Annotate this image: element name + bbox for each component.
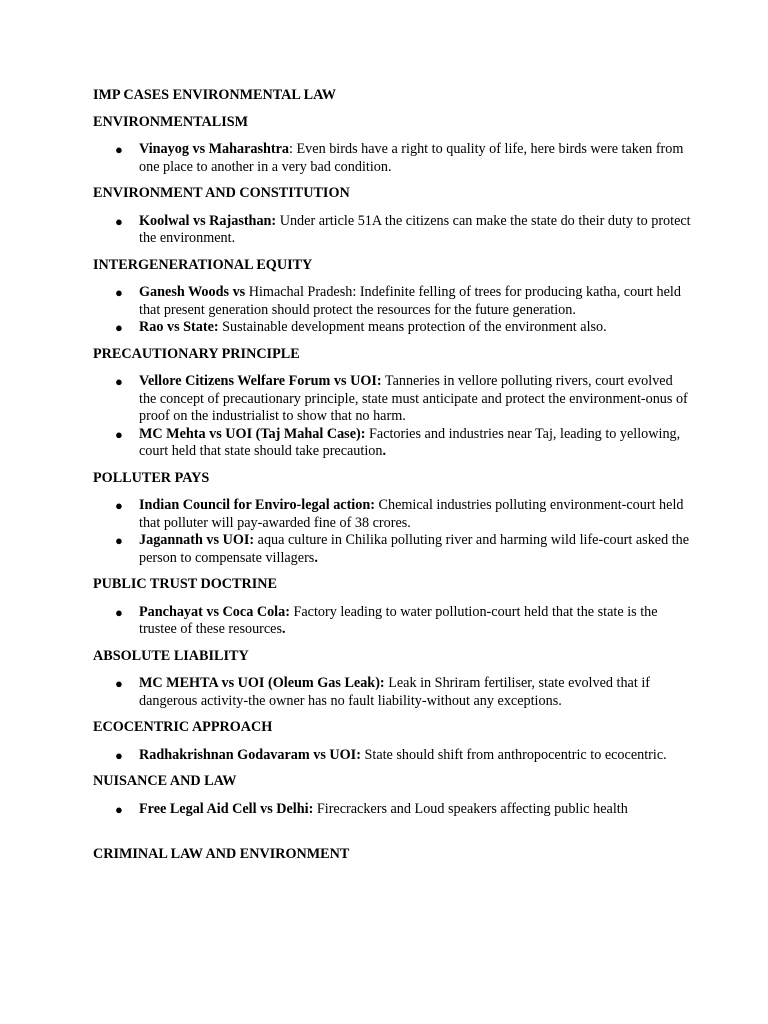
case-description: Chemical industries polluting environment-court held that polluter will pay-awarded fine of 38 crores. xyxy=(139,497,684,531)
section-heading: PUBLIC TRUST DOCTRINE xyxy=(93,576,277,592)
case-name: Koolwal vs Rajasthan: xyxy=(139,212,277,229)
section-heading: ENVIRONMENTALISM xyxy=(93,113,249,130)
bullet-icon: ● xyxy=(115,142,123,157)
section-environment-and-constitution xyxy=(93,185,693,248)
case-list xyxy=(93,801,693,819)
document-page xyxy=(93,87,693,864)
bullet-icon: ● xyxy=(115,426,123,442)
list-item xyxy=(93,213,693,248)
case-name: Radhakrishnan Godavaram vs UOI: xyxy=(139,746,361,763)
list-item xyxy=(93,426,693,461)
case-description: Firecrackers and Loud speakers affecting public health xyxy=(313,800,628,817)
case-list xyxy=(93,141,693,176)
section-heading: ABSOLUTE LIABILITY xyxy=(93,647,249,664)
case-description: Leak in Shriram fertiliser, state evolved that if dangerous activity-the owner has no fault liability-without any exceptions. xyxy=(139,675,651,709)
section-environmentalism xyxy=(93,114,693,177)
case-description: : Even birds have a right to quality of life, here birds were taken from one place to another in a very bad condition. xyxy=(139,141,684,175)
end-punctuation: . xyxy=(282,621,286,637)
case-description: Factories and industries near Taj, leading to yellowing, court held that state should take precaution xyxy=(139,425,681,459)
case-list xyxy=(93,284,693,337)
case-name: Ganesh Woods vs xyxy=(139,284,246,300)
list-item xyxy=(93,497,693,532)
bullet-icon: ● xyxy=(115,533,123,548)
bullet-icon: ● xyxy=(115,213,123,229)
bullet-icon: ● xyxy=(115,285,123,300)
list-item xyxy=(93,675,693,710)
case-list xyxy=(93,373,693,461)
list-item xyxy=(93,801,693,819)
case-description: Factory leading to water pollution-court held that the state is the trustee of these resources xyxy=(139,603,658,637)
section-heading: ENVIRONMENT AND CONSTITUTION xyxy=(93,185,350,201)
section-nuisance-and-law xyxy=(93,773,693,818)
end-punctuation: . xyxy=(382,443,387,459)
bullet-icon: ● xyxy=(115,801,123,817)
case-name: Vinayog vs Maharashtra xyxy=(139,141,290,157)
case-name: Indian Council for Enviro-legal action: xyxy=(139,497,375,513)
section-criminal-law-and-environment xyxy=(93,846,693,864)
list-item xyxy=(93,141,693,176)
section-heading: PRECAUTIONARY PRINCIPLE xyxy=(93,345,300,362)
case-list xyxy=(93,747,693,765)
case-name: Vellore Citizens Welfare Forum vs UOI: xyxy=(139,373,382,389)
list-item xyxy=(93,604,693,639)
case-list xyxy=(93,675,693,710)
section-heading: CRIMINAL LAW AND ENVIRONMENT xyxy=(93,846,350,862)
case-description: Under article 51A the citizens can make the state do their duty to protect the environment. xyxy=(139,212,691,246)
section-precautionary-principle xyxy=(93,346,693,461)
case-list xyxy=(93,604,693,639)
bullet-icon: ● xyxy=(115,747,123,763)
bullet-icon: ● xyxy=(115,320,123,335)
section-heading: ECOCENTRIC APPROACH xyxy=(93,719,273,735)
section-polluter-pays xyxy=(93,470,693,568)
list-item xyxy=(93,373,693,426)
section-intergenerational-equity xyxy=(93,257,693,337)
end-punctuation: . xyxy=(314,549,318,566)
document-title: IMP CASES ENVIRONMENTAL LAW xyxy=(93,87,336,103)
section-heading: POLLUTER PAYS xyxy=(93,469,210,486)
case-name: MC MEHTA vs UOI (Oleum Gas Leak): xyxy=(139,675,385,691)
case-name: Rao vs State: xyxy=(139,319,219,335)
section-ecocentric-approach xyxy=(93,719,693,764)
bullet-icon: ● xyxy=(115,676,123,691)
bullet-icon: ● xyxy=(115,374,123,389)
bullet-icon: ● xyxy=(115,498,123,513)
case-list xyxy=(93,497,693,567)
list-item xyxy=(93,284,693,319)
list-item xyxy=(93,319,693,337)
case-name: Free Legal Aid Cell vs Delhi: xyxy=(139,800,314,817)
case-name: MC Mehta vs UOI (Taj Mahal Case): xyxy=(139,425,366,442)
bullet-icon: ● xyxy=(115,604,123,620)
case-description: Tanneries in vellore polluting rivers, court evolved the concept of precautionary principle, state must anticipate and protect the environment-onus of proof on the industrialist to show that no harm. xyxy=(139,373,688,424)
case-description: Himachal Pradesh: Indefinite felling of trees for producing katha, court held that present generation should protect the resources for the future generation. xyxy=(139,284,681,318)
case-name: Jagannath vs UOI: xyxy=(139,532,255,548)
section-public-trust-doctrine xyxy=(93,576,693,639)
case-name: Panchayat vs Coca Cola: xyxy=(139,603,290,620)
section-heading: INTERGENERATIONAL EQUITY xyxy=(93,256,313,273)
case-description: State should shift from anthropocentric to ecocentric. xyxy=(360,746,667,763)
list-item xyxy=(93,532,693,567)
case-description: Sustainable development means protection of the environment also. xyxy=(218,319,607,335)
list-item xyxy=(93,747,693,765)
section-heading: NUISANCE AND LAW xyxy=(93,773,237,789)
case-list xyxy=(93,213,693,248)
section-absolute-liability xyxy=(93,648,693,711)
case-description: aqua culture in Chilika polluting river and harming wild life-court asked the person to compensate villagers xyxy=(139,532,690,566)
